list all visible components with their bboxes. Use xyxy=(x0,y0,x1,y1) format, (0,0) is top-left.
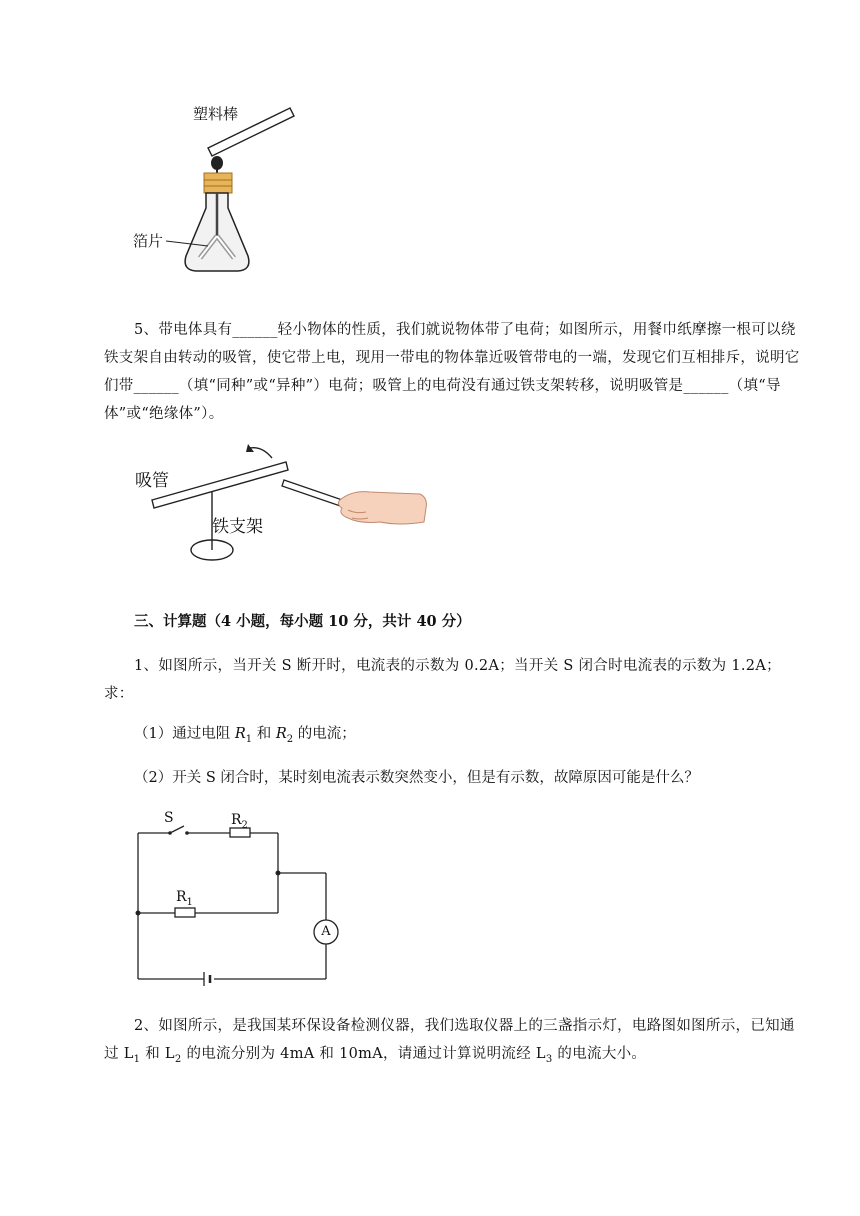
r1-symbol: R xyxy=(234,726,246,742)
straw-figure xyxy=(130,442,430,567)
hand-shape xyxy=(338,492,426,524)
r1-label-letter: R xyxy=(176,889,187,905)
straw-label: 吸管 xyxy=(135,471,169,491)
resistor-r1-shape xyxy=(175,908,195,917)
calc-2-part-2: 和 L xyxy=(140,1046,175,1062)
straw-drawing xyxy=(130,442,430,567)
calc-2-part-4: 的电流大小。 xyxy=(552,1046,647,1062)
metal-ball-shape xyxy=(211,156,223,170)
r1-label-subscript: 1 xyxy=(186,896,193,908)
l2-subscript: 2 xyxy=(174,1053,182,1065)
calc-1-sub1-prefix: （1）通过电阻 xyxy=(134,726,235,742)
question-5-text: 5、带电体具有______轻小物体的性质，我们就说物体带了电荷；如图所示，用餐巾纸摩擦一根可以绕铁支架自由转动的吸管，使它带上电，现用一带电的物体靠近吸管带电的一端，发现它们互相排斥，说明它们带______（填“同种”或“异种”）电荷；吸管上的电荷没有通过铁支架转移，说明吸管是______（填“导体”或“绝缘体”）。 xyxy=(104,322,800,422)
electroscope-drawing xyxy=(120,96,320,286)
electroscope-figure xyxy=(120,96,320,286)
switch-s-label: S xyxy=(164,810,174,826)
r2-label xyxy=(231,812,248,831)
calc-2-part-1: 2、如图所示，是我国某环保设备检测仪器，我们选取仪器上的三盏指示灯，电路图如图所示，已知通过 L xyxy=(104,1018,795,1062)
calc-1-sub1-suffix: 的电流； xyxy=(293,726,356,742)
r1-subscript: 1 xyxy=(245,733,253,745)
r1-label xyxy=(176,889,193,908)
calc-1-sub1-and: 和 xyxy=(252,726,276,742)
r2-label-subscript: 2 xyxy=(241,819,248,831)
circuit-drawing xyxy=(130,810,360,990)
r2-label-letter: R xyxy=(231,812,242,828)
straw-shape xyxy=(152,462,288,508)
r2-subscript: 2 xyxy=(286,733,294,745)
foil-label: 箔片 xyxy=(133,232,164,250)
switch-blade-shape xyxy=(170,826,184,833)
plastic-rod-label: 塑料棒 xyxy=(193,105,239,123)
section-heading: 三、计算题（4 小题，每小题 10 分，共计 40 分） xyxy=(134,613,471,630)
l3-subscript: 3 xyxy=(545,1053,553,1065)
calc-2-text xyxy=(104,1012,804,1074)
iron-stand-label: 铁支架 xyxy=(212,517,263,537)
calc-2-part-3: 的电流分别为 4mA 和 10mA，请通过计算说明流经 L xyxy=(181,1046,546,1062)
calc-1-text: 1、如图所示，当开关 S 断开时，电流表的示数为 0.2A；当开关 S 闭合时电流表的示数为 1.2A；求： xyxy=(104,658,781,702)
circuit-figure xyxy=(130,810,360,990)
calc-1-subquestion-1 xyxy=(134,724,356,750)
calc-1-subquestion-2: （2）开关 S 闭合时，某时刻电流表示数突然变小，但是有示数，故障原因可能是什么？ xyxy=(134,770,699,786)
ammeter-label: A xyxy=(321,924,331,939)
r2-symbol: R xyxy=(275,726,287,742)
l1-subscript: 1 xyxy=(133,1053,141,1065)
stopper-shape xyxy=(204,173,232,193)
